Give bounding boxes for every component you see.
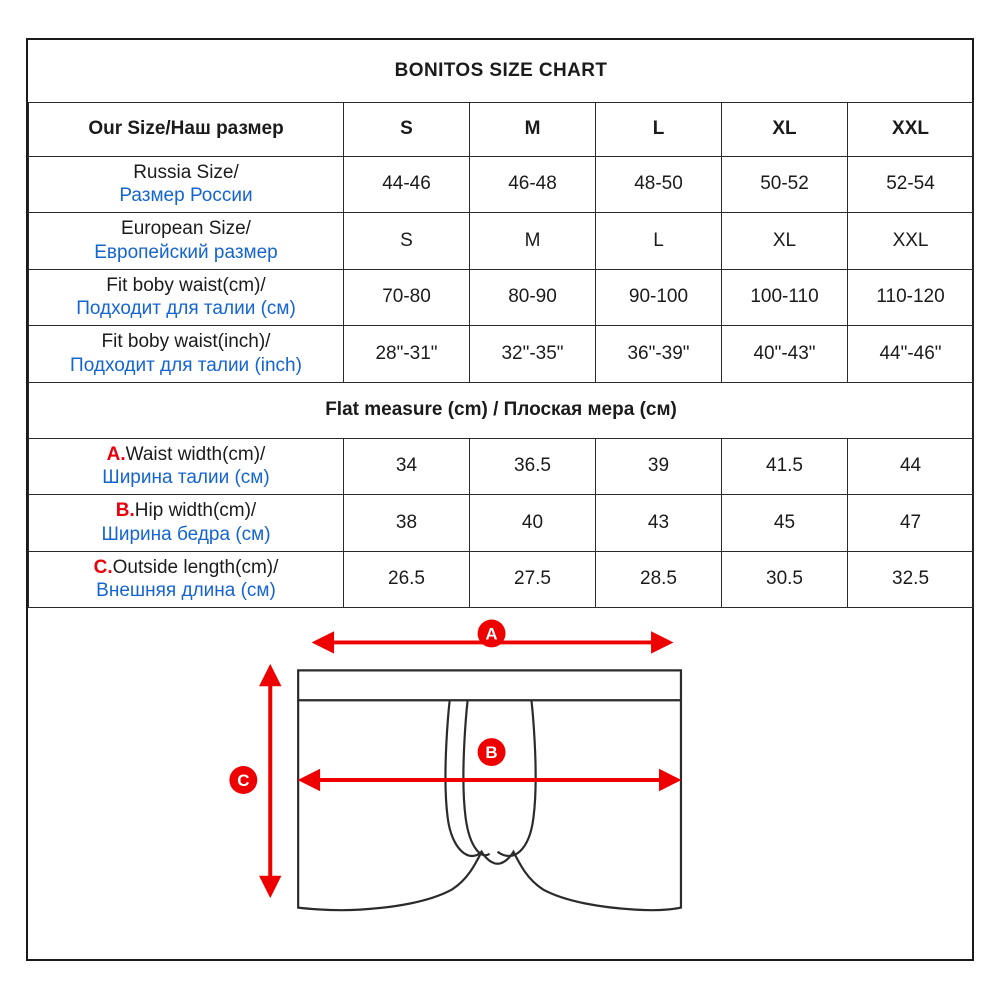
table-row [29, 269, 974, 326]
row-label-ru: Ширина бедра (см) [101, 523, 271, 545]
garment-outline [298, 670, 681, 910]
cell-value: XXL [848, 213, 974, 270]
header-size-s: S [344, 102, 470, 156]
cell-value: 41.5 [722, 438, 848, 495]
table-row [29, 438, 974, 495]
row-label-en-text: Waist width(cm)/ [125, 443, 266, 465]
cell-value: 26.5 [344, 551, 470, 608]
cell-value: S [344, 213, 470, 270]
row-letter-a: A. [106, 443, 126, 465]
cell-value: 44-46 [344, 156, 470, 213]
header-size-m: M [470, 102, 596, 156]
table-row [29, 156, 974, 213]
cell-value: 50-52 [722, 156, 848, 213]
cell-value: 46-48 [470, 156, 596, 213]
row-label-en: European Size/ [121, 218, 251, 239]
cell-value: 32.5 [848, 551, 974, 608]
header-size-xl: XL [722, 102, 848, 156]
cell-value: 28.5 [596, 551, 722, 608]
row-label-en-text: Outside length(cm)/ [112, 556, 279, 578]
cell-value: M [470, 213, 596, 270]
row-label-en [31, 499, 341, 523]
cell-value: 70-80 [344, 269, 470, 326]
marker-a-label: A [484, 624, 498, 644]
cell-value: 43 [596, 495, 722, 552]
row-label-ru: Ширина талии (см) [102, 467, 270, 489]
header-size-xxl: XXL [848, 102, 974, 156]
cell-value: 110-120 [848, 269, 974, 326]
cell-value: 27.5 [470, 551, 596, 608]
table-row [29, 326, 974, 383]
cell-value: 30.5 [722, 551, 848, 608]
cell-value: 34 [344, 438, 470, 495]
table-row [29, 495, 974, 552]
row-label-waist-width [29, 438, 344, 495]
size-chart-container [26, 38, 974, 961]
table-row [29, 213, 974, 270]
row-label-ru: Внешняя длина (см) [96, 580, 276, 602]
table-row-title [29, 40, 974, 102]
table-row-diagram [29, 608, 974, 957]
row-label-ru: Подходит для талии (см) [76, 298, 296, 320]
row-label-fit-body-waist-cm [29, 269, 344, 326]
measurement-diagram [31, 612, 972, 952]
cell-value: 47 [848, 495, 974, 552]
cell-value: 40 [470, 495, 596, 552]
row-letter-c: C. [93, 556, 113, 578]
page-title: BONITOS SIZE CHART [29, 40, 974, 102]
header-size-l: L [596, 102, 722, 156]
table-row [29, 551, 974, 608]
row-label-outside-length [29, 551, 344, 608]
cell-value: 48-50 [596, 156, 722, 213]
row-label-ru: Размер России [119, 185, 253, 207]
table-row-section-title [29, 382, 974, 438]
row-label-fit-body-waist-inch [29, 326, 344, 383]
cell-value: 44 [848, 438, 974, 495]
row-label-hip-width [29, 495, 344, 552]
table-row-size-header [29, 102, 974, 156]
cell-value: 36.5 [470, 438, 596, 495]
cell-value: 28"-31" [344, 326, 470, 383]
cell-value: XL [722, 213, 848, 270]
cell-value: 36"-39" [596, 326, 722, 383]
cell-value: 52-54 [848, 156, 974, 213]
row-label-en: Russia Size/ [133, 161, 239, 183]
row-label-ru: Подходит для талии (inch) [70, 354, 302, 376]
row-label-ru: Европейский размер [94, 241, 278, 263]
header-our-size: Our Size/Наш размер [29, 102, 344, 156]
row-label-en-text: Hip width(cm)/ [134, 500, 257, 521]
cell-value: 44"-46" [848, 326, 974, 383]
size-chart-table [28, 40, 974, 956]
diagram-cell [29, 608, 974, 957]
marker-b-label: B [484, 743, 498, 763]
marker-c-label: C [236, 770, 249, 790]
row-label-en [31, 556, 341, 580]
row-label-en: Fit boby waist(inch)/ [101, 331, 271, 352]
cell-value: 90-100 [596, 269, 722, 326]
cell-value: 100-110 [722, 269, 848, 326]
cell-value: 32"-35" [470, 326, 596, 383]
section-title-flat-measure: Flat measure (cm) / Плоская мера (см) [29, 382, 974, 438]
row-label-en: Fit boby waist(cm)/ [106, 274, 266, 296]
dimension-arrow-c [262, 668, 278, 893]
row-label-en [31, 443, 341, 467]
cell-value: 45 [722, 495, 848, 552]
cell-value: L [596, 213, 722, 270]
cell-value: 40"-43" [722, 326, 848, 383]
boxer-brief-illustration [31, 612, 972, 952]
row-label-russia-size [29, 156, 344, 213]
cell-value: 39 [596, 438, 722, 495]
cell-value: 80-90 [470, 269, 596, 326]
row-letter-b: B. [115, 500, 135, 521]
dimension-arrow-b [302, 772, 677, 788]
cell-value: 38 [344, 495, 470, 552]
row-label-european-size [29, 213, 344, 270]
